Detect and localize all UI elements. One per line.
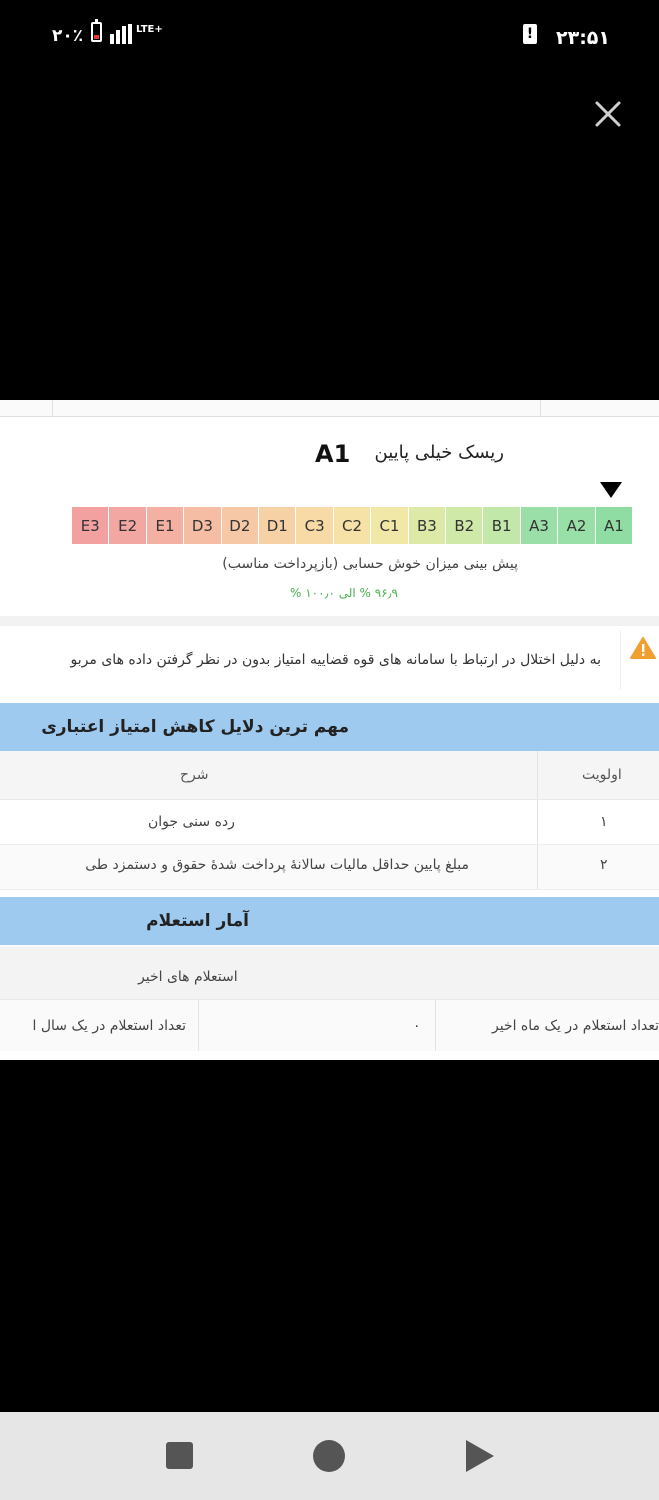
risk-scale-cell: B2: [446, 507, 482, 544]
risk-scale-cell: A1: [596, 507, 632, 544]
forecast-range: ۹۶٫۹ % الی ۱۰۰٫۰ %: [290, 586, 398, 600]
row-priority: ۱: [600, 814, 608, 830]
battery-percent: ۲۰٪: [52, 26, 84, 46]
stats-title: آمار استعلام: [146, 911, 249, 931]
risk-scale-cell: B1: [483, 507, 519, 544]
circle-icon[interactable]: [313, 1440, 345, 1472]
divider: [0, 616, 659, 626]
stats-row: [0, 999, 659, 1052]
risk-scale-cell: D3: [184, 507, 220, 544]
table-row: [0, 845, 659, 890]
risk-scale-cell: D2: [222, 507, 258, 544]
alert-icon: !: [523, 24, 537, 44]
recent-inquiries-label: استعلام های اخیر: [138, 969, 238, 985]
month-inquiry-label: تعداد استعلام در یک ماه اخیر: [491, 1018, 659, 1034]
triangle-icon[interactable]: [466, 1440, 494, 1472]
year-inquiry-label: تعداد استعلام در یک سال ا: [32, 1018, 186, 1034]
risk-scale-cell: E2: [109, 507, 145, 544]
risk-scale-cell: D1: [259, 507, 295, 544]
col-priority: اولویت: [582, 767, 622, 783]
status-bar: [0, 0, 659, 80]
triangle-down-icon: [600, 482, 622, 498]
reasons-title: مهم ترین دلایل کاهش امتیاز اعتباری: [41, 717, 349, 737]
row-priority: ۲: [600, 857, 608, 873]
stats-subheader: [0, 947, 659, 999]
clock: ۲۳:۵۱: [556, 27, 610, 49]
risk-scale-cell: C1: [371, 507, 407, 544]
risk-scale: [72, 507, 632, 544]
risk-title: ریسک خیلی پایین: [374, 442, 504, 463]
risk-scale-cell: E3: [72, 507, 108, 544]
battery-low-icon: [91, 22, 102, 42]
col-description: شرح: [180, 767, 209, 783]
close-icon[interactable]: [590, 96, 626, 132]
risk-scale-cell: A3: [521, 507, 557, 544]
risk-grade: A1: [315, 440, 351, 468]
warning-text: به دلیل اختلال در ارتباط با سامانه های قوه قضاییه امتیاز بدون در نظر گرفتن داده های مربو: [70, 652, 601, 668]
row-description: مبلغ پایین حداقل مالیات سالانهٔ پرداخت شدهٔ حقوق و دستمزد طی: [85, 857, 469, 873]
top-table-strip: [0, 400, 659, 417]
risk-scale-cell: C3: [296, 507, 332, 544]
square-icon[interactable]: [166, 1442, 193, 1469]
risk-scale-cell: C2: [334, 507, 370, 544]
warning-icon: [630, 636, 656, 660]
row-description: رده سنی جوان: [148, 814, 235, 830]
reasons-table-header: [0, 751, 659, 800]
signal-icon: [110, 24, 136, 44]
network-type: LTE+: [136, 24, 163, 35]
forecast-text: پیش بینی میزان خوش حسابی (بازپرداخت مناسب): [222, 556, 518, 572]
reasons-header: [0, 703, 659, 751]
risk-scale-cell: B3: [409, 507, 445, 544]
stats-header: [0, 897, 659, 945]
content-bottom: [0, 1051, 659, 1060]
risk-scale-cell: A2: [558, 507, 594, 544]
risk-scale-cell: E1: [147, 507, 183, 544]
table-row: [0, 800, 659, 845]
month-inquiry-value: ۰: [413, 1018, 421, 1034]
